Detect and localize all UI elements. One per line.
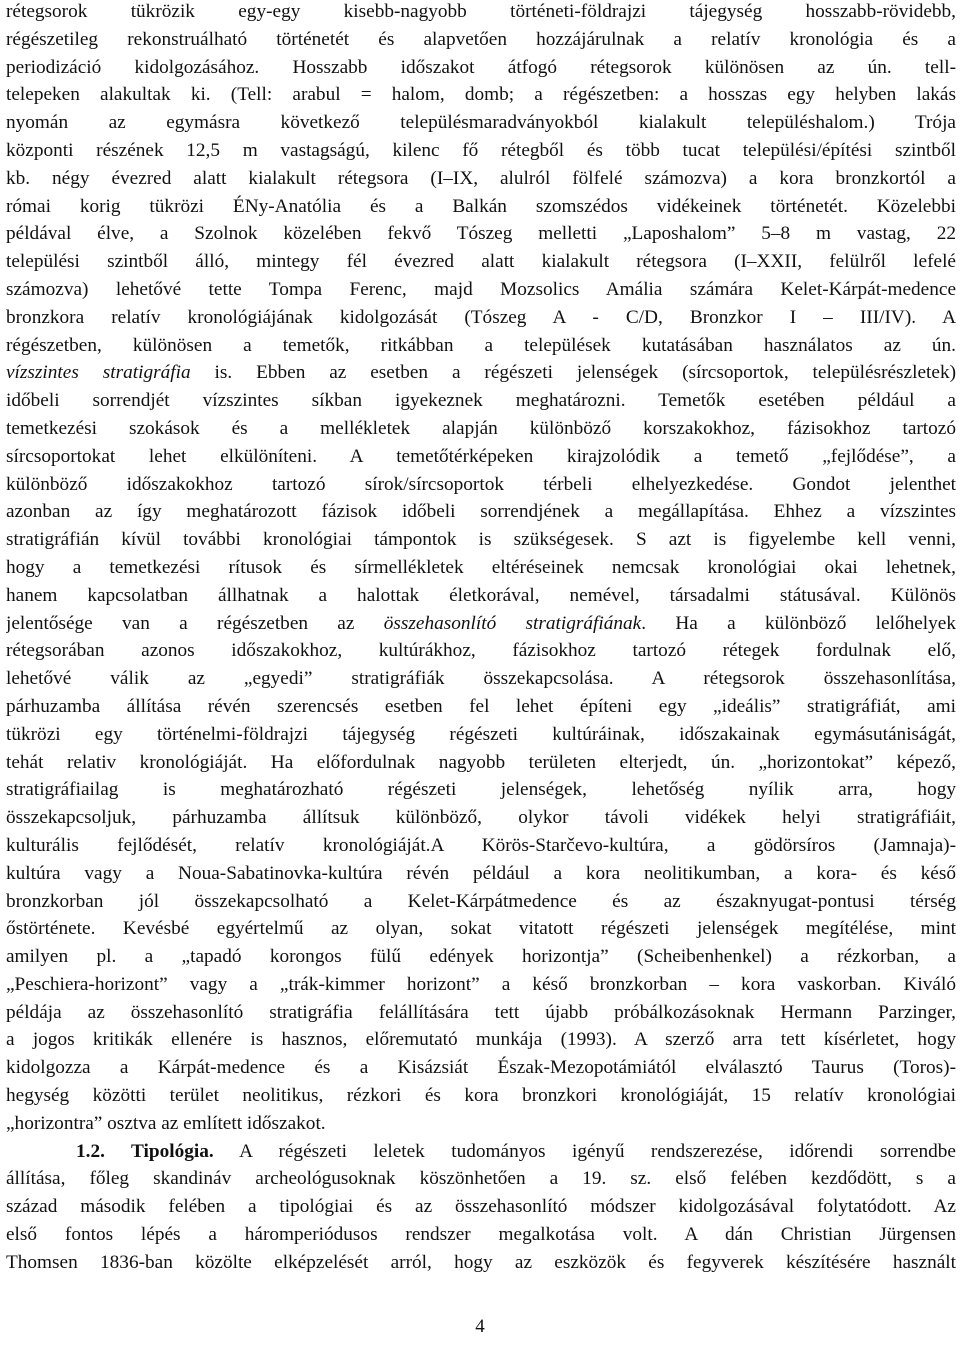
text-line: bronzkorban jól összekapcsolható a Kelet-Kárpátmedence és az északnyugat-pontusi térség	[6, 890, 956, 912]
document-page	[6, 0, 956, 1277]
section-paragraph	[6, 1165, 956, 1276]
text-line: vízszintes stratigráfia is. Ebben az esetben a régészeti jelenségek (sírcsoportok, településrészletek)	[6, 362, 956, 384]
text-line: rétegsorok tükrözik egy-egy kisebb-nagyobb történeti-földrajzi tájegység hosszabb-rövidebb,	[6, 1, 956, 22]
text-line: stratigráfián kívül további kronológiai támpontok is szükségesek. S azt is figyelembe kell venni,	[6, 529, 956, 551]
text-line: azonban az így meghatározott fázisok időbeli sorrendjének a megállapítása. Ehhez a vízszintes	[6, 501, 956, 523]
text-line: rétegsorában azonos időszakokhoz, kultúrákhoz, fázisokhoz tartozó rétegek fordulnak elő,	[6, 640, 956, 662]
text-line: párhuzamba állítása révén szerencsés esetben fel lehet építeni egy „ideális” stratigráfiát, ami	[6, 695, 956, 717]
text-line: őstörténete. Kevésbé egyértelmű az olyan, sokat vitatott régészeti jelenségek megítélése, mint	[6, 918, 956, 940]
text-line: hanem kapcsolatban állhatnak a halottak életkorával, nemével, társadalmi státusával. Különös	[6, 584, 956, 606]
text-line: különböző időszakokhoz tartozó sírok/sírcsoportok térbeli elhelyezkedése. Gondot jelenthet	[6, 473, 956, 495]
text-line: hegység közötti terület neolitikus, rézkori és kora bronzkori kronológiáját, 15 relatív kronológiai	[6, 1085, 956, 1107]
text-line: tehát relativ kronológiáját. Ha előfordulnak nagyobb területen elterjedt, ún. „horizontokat” képező,	[6, 751, 956, 773]
text-line: lehetővé válik az „egyedi” stratigráfiák összekapcsolása. A rétegsorok összehasonlítása,	[6, 668, 956, 690]
text-line: első fontos lépés a háromperiódusos rendszer megalkotása volt. A dán Christian Jürgensen	[6, 1224, 956, 1246]
text-line: kb. négy évezred alatt kialakult rétegsora (I–IX, alulról fölfelé számozva) a kora bronzkortól a	[6, 167, 956, 189]
text-line: telepeken alakultak ki. (Tell: arabul = halom, domb; a régészetben: a hosszas egy helyben lakás	[6, 84, 956, 106]
text-line: temetkezési szokások és a mellékletek alapján különböző korszakokhoz, fázisokhoz tartozó	[6, 417, 956, 439]
text-line: „horizontra” osztva az említett időszakot.	[6, 1112, 326, 1134]
text-line: települési szintből álló, mintegy fél évezred alatt kialakult rétegsora (I–XXII, felülről lefelé	[6, 251, 956, 273]
section-tipologia	[6, 1138, 956, 1277]
text-line: tükrözi egy történelmi-földrajzi tájegység régészeti kultúráinak, időszakainak egymásutániságát,	[6, 723, 956, 745]
text-line: római korig tükrözi ÉNy-Anatólia és a Balkán szomszédos vidékeinek történetét. Közelebbi	[6, 195, 956, 217]
text-line: Thomsen 1836-ban közölte elképzelését arról, hogy az eszközök és fegyverek készítésére használt	[6, 1251, 956, 1273]
text-line: amilyen pl. a „tapadó korongos fülű edények horizontja” (Scheibenhenkel) a rézkorban, a	[6, 946, 956, 968]
text-line: régészetben, különösen a temetők, ritkábban a települések kutatásában használatos az ún.	[6, 334, 956, 356]
text-line: központi részének 12,5 m vastagságú, kilenc fő rétegből és több tucat települési/építési szintből	[6, 139, 956, 161]
text-line: stratigráfiailag is meghatározható régészeti jelenségek, lehetőség nyílik arra, hogy	[6, 779, 956, 801]
text-line: a jogos kritikák ellenére is hasznos, előremutató munkája (1993). A szerző arra tett kísérletet, hogy	[6, 1029, 956, 1051]
text-line: összekapcsoljuk, párhuzamba állítsuk különböző, olykor távoli vidékek helyi stratigráfiáit,	[6, 807, 956, 829]
text-line: példája az összehasonlító stratigráfia felállítására tett újabb próbálkozásoknak Hermann Parzinger,	[6, 1001, 956, 1023]
text-line: század második felében a tipológiai és az összehasonlító módszer kidolgozásával folytatódott. Az	[6, 1196, 956, 1218]
text-line: példával élve, a Szolnok közelében fekvő Tószeg melletti „Laposhalom” 5–8 m vastag, 22	[6, 223, 956, 245]
text-line: időbeli sorrendjét vízszintes síkban igyekeznek meghatározni. Temetők esetében például a	[6, 390, 956, 412]
text-line: kidolgozza a Kárpát-medence és a Kisázsiát Észak-Mezopotámiától elválasztó Taurus (Toros)-	[6, 1057, 956, 1079]
page-number: 4	[475, 1316, 485, 1337]
text-line: régészetileg rekonstruálható történetét és alapvetően hozzájárulnak a relatív kronológia és a	[6, 28, 956, 50]
section-heading: 1.2. Tipológia.	[76, 1140, 214, 1162]
text-line: jelentősége van a régészetben az összehasonlító stratigráfiának. Ha a különböző lelőhelyek	[6, 612, 956, 634]
text-line: állítása, főleg skandináv archeológusoknak köszönhetően a 19. sz. első felében kezdődött, s a	[6, 1168, 956, 1190]
section-first-line-text: A régészeti leletek tudományos igényű rendszerezése, időrendi sorrendbe	[213, 1140, 956, 1162]
text-line: kulturális fejlődését, relatív kronológiáját.A Körös-Starčevo-kultúra, a gödörsíros (Jamnaja)-	[6, 834, 956, 856]
section-first-line	[6, 1138, 956, 1166]
text-line: „Peschiera-horizont” vagy a „trák-kimmer horizont” a késő bronzkorban – kora vaskorban. Kiváló	[6, 973, 956, 995]
text-line: sírcsoportokat lehet elkülöníteni. A temetőtérképeken kirajzolódik a temető „fejlődése”, a	[6, 445, 956, 467]
italic-term: vízszintes stratigráfia	[6, 362, 191, 384]
text-line: hogy a temetkezési rítusok és sírmellékletek eltéréseinek nemcsak kronológiai okai lehetnek,	[6, 556, 956, 578]
text-line: kultúra vagy a Noua-Sabatinovka-kultúra révén például a kora neolitikumban, a kora- és késő	[6, 862, 956, 884]
text-line: periodizáció kidolgozásához. Hosszabb időszakot átfogó rétegsorok különösen az ún. tell-	[6, 56, 956, 78]
body-paragraph	[6, 0, 956, 1138]
text-line: bronzkora relatív kronológiájának kidolgozását (Tószeg A - C/D, Bronzkor I – III/IV). A	[6, 306, 956, 328]
text-line: számozva) lehetővé tette Tompa Ferenc, majd Mozsolics Amália számára Kelet-Kárpát-medence	[6, 278, 956, 300]
text-line: nyomán az egymásra következő településmaradványokból kialakult településhalom.) Trója	[6, 112, 956, 134]
italic-term: összehasonlító stratigráfiának	[383, 612, 642, 634]
